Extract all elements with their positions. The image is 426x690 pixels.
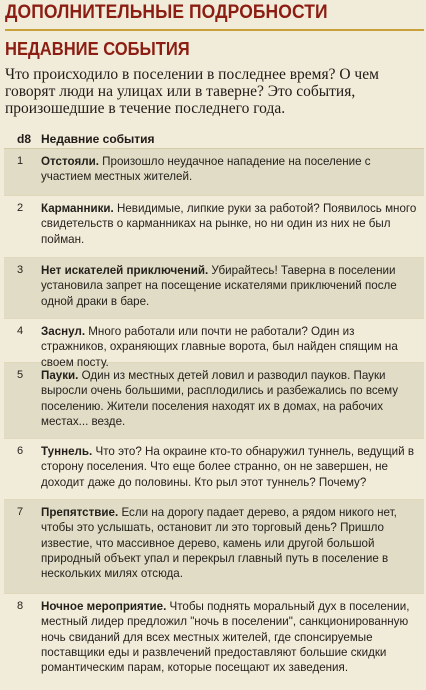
table-row xyxy=(4,500,424,594)
event-description: Невидимые, липкие руки за работой? Появилось много свидетельств о карманниках на рынке, но ни один из них не был пойман. xyxy=(41,202,417,246)
table-row xyxy=(4,196,424,258)
event-description: Если на дорогу падает дерево, а рядом никого нет, чтобы это услышать, остановит ли это торговый день? Пришло известие, что массивное дерево, камень или другой большой природный объект упал и перекрыл главный путь в поселение в нескольких милях отсюда. xyxy=(41,506,397,581)
event-name: Отстояли. xyxy=(41,155,99,168)
intro-paragraph: Что происходило в поселении в последнее время? О чем говорят люди на улицах или в таверне? Это события, произошедшие в течение последнего года. xyxy=(5,66,379,117)
row-number: 3 xyxy=(17,264,24,276)
event-name: Заснул. xyxy=(41,325,86,338)
row-text xyxy=(37,149,424,195)
row-text xyxy=(37,439,424,499)
row-number: 2 xyxy=(17,202,24,214)
event-description: Один из местных детей ловил и разводил пауков. Пауки выросли очень большими, расплодились и разбежались по всему поселению. Жители поселения находят их в домах, на рабочих местах... везде. xyxy=(41,369,398,428)
events-header: Недавние события xyxy=(41,131,155,146)
row-number: 1 xyxy=(17,155,24,167)
table-row xyxy=(4,594,424,690)
section-title: НЕДАВНИЕ СОБЫТИЯ xyxy=(5,39,190,59)
table-row xyxy=(4,149,424,196)
row-text xyxy=(37,500,424,593)
recent-events-table xyxy=(4,129,424,690)
page-title: ДОПОЛНИТЕЛЬНЫЕ ПОДРОБНОСТИ xyxy=(5,2,328,23)
title-divider xyxy=(5,29,424,31)
row-number: 8 xyxy=(17,600,24,612)
row-number: 7 xyxy=(17,506,24,518)
event-description: Что это? На окраине кто-то обнаружил туннель, ведущий в сторону поселения. Что еще более странно, он не завершен, не доходит даже до половины. Кто рыл этот туннель? Почему? xyxy=(41,445,414,489)
event-description: Произошло неудачное нападение на поселение с участием местных жителей. xyxy=(41,155,371,184)
event-description: Много работали или почти не работали? Один из стражников, охраняющих главные ворота, был найден спящим на своем посту. xyxy=(41,325,398,369)
event-name: Препятствие. xyxy=(41,506,119,519)
event-name: Пауки. xyxy=(41,369,79,382)
event-name: Карманники. xyxy=(41,202,114,215)
table-row xyxy=(4,258,424,319)
row-text xyxy=(37,319,424,369)
event-name: Туннель. xyxy=(41,445,93,458)
row-text xyxy=(37,363,424,438)
table-row xyxy=(4,319,424,369)
event-description: Убирайтесь! Таверна в поселении установила запрет на посещение искателями приключений после одной драки в баре. xyxy=(41,264,397,308)
row-text xyxy=(37,594,424,690)
table-header xyxy=(4,129,424,149)
row-number: 4 xyxy=(17,325,24,337)
event-description: Чтобы поднять моральный дух в поселении, местный лидер предложил "ночь в поселении", санкционированную ночь свиданий для всех местных жителей, где спонсируемые поставщики еды и развлечений предоставляют большие скидки романтическим парам, которые посещают их заведения. xyxy=(41,600,410,675)
die-header: d8 xyxy=(17,131,32,146)
row-number: 5 xyxy=(17,369,24,381)
event-name: Ночное мероприятие. xyxy=(41,600,167,613)
row-text xyxy=(37,196,424,257)
table-row xyxy=(4,363,424,439)
row-text xyxy=(37,258,424,318)
table-row xyxy=(4,439,424,500)
row-number: 6 xyxy=(17,445,24,457)
event-name: Нет искателей приключений. xyxy=(41,264,209,277)
